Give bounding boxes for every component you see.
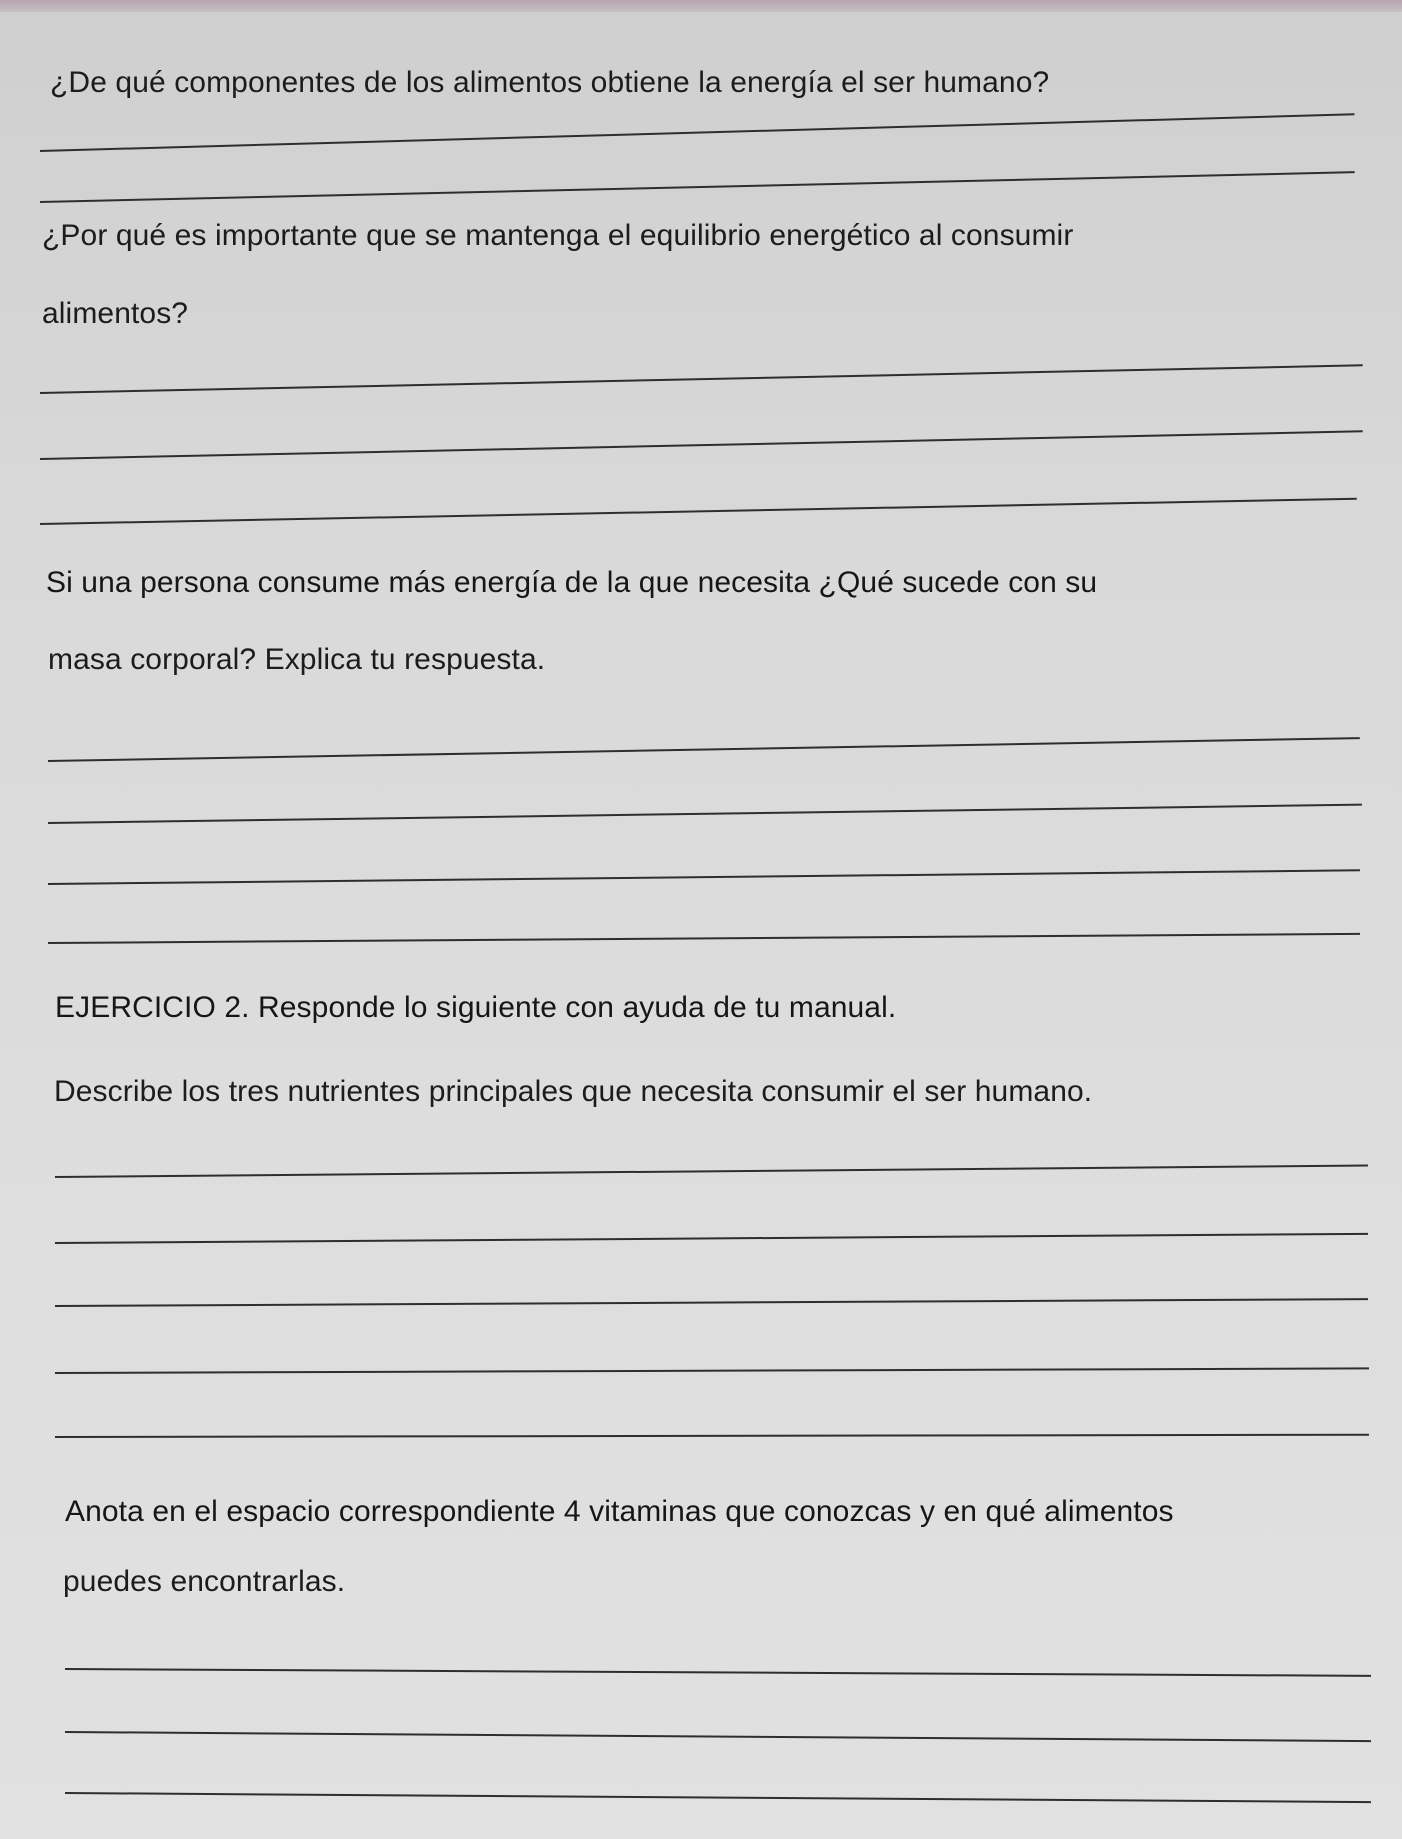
question-4: Describe los tres nutrientes principales que necesita consumir el ser humano. [54,1075,1093,1108]
question-2-line-1: ¿Por qué es importante que se mantenga el equilibrio energético al consumir [42,219,1074,252]
answer-line-q4-2 [55,1233,1368,1244]
exercise-2-heading: EJERCICIO 2. Responde lo siguiente con ayuda de tu manual. [55,991,897,1024]
answer-line-q1-2 [40,171,1355,203]
answer-line-q4-1 [55,1165,1368,1178]
answer-line-q3-2 [48,804,1362,824]
answer-line-q3-1 [48,737,1360,762]
answer-line-q5-3 [65,1792,1371,1803]
question-1: ¿De qué componentes de los alimentos obtiene la energía el ser humano? [50,66,1050,99]
question-3-line-1: Si una persona consume más energía de la que necesita ¿Qué sucede con su [46,566,1098,599]
answer-line-q1-1 [40,113,1355,152]
answer-line-q4-5 [55,1434,1369,1438]
answer-line-q3-3 [48,869,1360,885]
answer-line-q5-2 [65,1731,1371,1742]
question-3-line-2: masa corporal? Explica tu respuesta. [48,643,546,676]
question-5-line-2: puedes encontrarlas. [63,1565,346,1598]
question-2-line-2: alimentos? [42,297,189,330]
answer-line-q2-3 [40,498,1357,525]
answer-line-q4-4 [55,1367,1369,1374]
answer-line-q2-1 [40,364,1363,394]
answer-line-q3-4 [48,933,1360,944]
answer-line-q2-2 [40,430,1363,460]
answer-line-q5-1 [65,1668,1371,1677]
page-top-edge [0,0,1402,12]
question-5-line-1: Anota en el espacio correspondiente 4 vitaminas que conozcas y en qué alimentos [65,1495,1174,1528]
answer-line-q4-3 [55,1298,1368,1307]
